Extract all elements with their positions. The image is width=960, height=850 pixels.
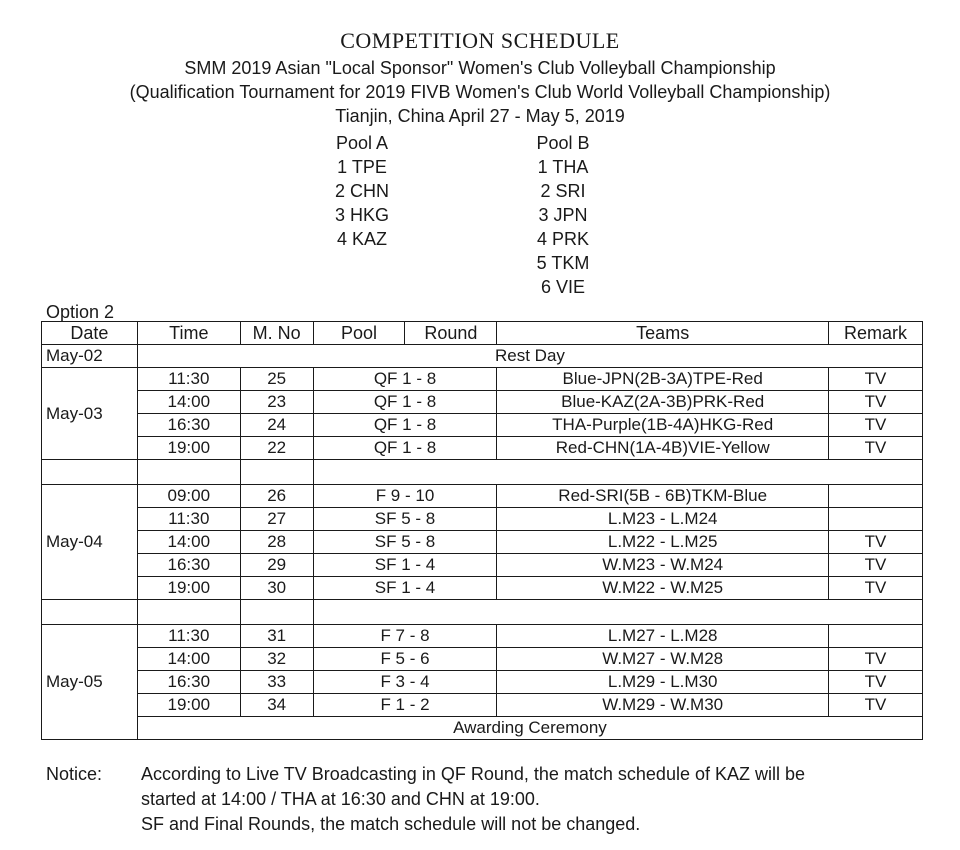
round-cell: SF 1 - 4 <box>313 554 497 577</box>
table-row <box>42 508 923 531</box>
pool-b-team: 6 VIE <box>540 277 586 297</box>
time-cell: 14:00 <box>137 648 240 671</box>
event-location-dates: Tianjin, China April 27 - May 5, 2019 <box>335 106 625 126</box>
remark-cell: TV <box>829 671 923 694</box>
notice-line: According to Live TV Broadcasting in QF Round, the match schedule of KAZ will be <box>141 764 806 784</box>
remark-cell: TV <box>829 554 923 577</box>
remark-cell: TV <box>829 531 923 554</box>
time-cell: 11:30 <box>137 508 240 531</box>
pool-a-list <box>302 131 422 251</box>
pool-b-team: 4 PRK <box>536 229 590 249</box>
remark-cell: TV <box>829 577 923 600</box>
round-cell: QF 1 - 8 <box>313 437 497 460</box>
teams-cell: L.M29 - L.M30 <box>497 671 829 694</box>
table-row <box>42 531 923 554</box>
table-row <box>42 485 923 508</box>
match-no-cell: 33 <box>240 671 313 694</box>
table-row <box>42 368 923 391</box>
pool-b-team: 3 JPN <box>538 205 588 225</box>
pool-a-heading: Pool A <box>335 133 389 153</box>
table-row <box>42 671 923 694</box>
teams-cell: Red-CHN(1A-4B)VIE-Yellow <box>497 437 829 460</box>
remark-cell: TV <box>829 368 923 391</box>
teams-cell: L.M27 - L.M28 <box>497 625 829 648</box>
spacer-cell <box>313 460 922 485</box>
time-cell: 19:00 <box>137 437 240 460</box>
match-no-cell: 22 <box>240 437 313 460</box>
pool-b-list <box>503 131 623 299</box>
time-cell: 16:30 <box>137 671 240 694</box>
match-no-cell: 31 <box>240 625 313 648</box>
time-cell: 19:00 <box>137 694 240 717</box>
notice-line: SF and Final Rounds, the match schedule will not be changed. <box>141 814 641 834</box>
spacer-cell <box>240 460 313 485</box>
date-cell: May-02 <box>42 345 138 368</box>
round-cell: F 3 - 4 <box>313 671 497 694</box>
match-no-cell: 27 <box>240 508 313 531</box>
round-cell: F 7 - 8 <box>313 625 497 648</box>
match-no-cell: 29 <box>240 554 313 577</box>
rest-day-label: Rest Day <box>137 345 922 368</box>
col-header-match-no: M. No <box>240 322 313 345</box>
teams-cell: W.M22 - W.M25 <box>497 577 829 600</box>
remark-cell <box>829 485 923 508</box>
table-row <box>42 437 923 460</box>
pool-a-team: 1 TPE <box>337 157 387 177</box>
teams-cell: W.M29 - W.M30 <box>497 694 829 717</box>
match-no-cell: 26 <box>240 485 313 508</box>
match-no-cell: 30 <box>240 577 313 600</box>
col-header-round: Round <box>405 322 497 345</box>
spacer-cell <box>313 600 922 625</box>
round-cell: QF 1 - 8 <box>313 368 497 391</box>
date-cell: May-03 <box>42 368 138 460</box>
match-no-cell: 28 <box>240 531 313 554</box>
pool-b-team: 2 SRI <box>540 181 586 201</box>
match-no-cell: 23 <box>240 391 313 414</box>
col-header-time: Time <box>137 322 240 345</box>
document-title: COMPETITION SCHEDULE <box>340 28 620 53</box>
remark-cell: TV <box>829 391 923 414</box>
spacer-cell <box>240 600 313 625</box>
pool-a-team: 4 KAZ <box>336 229 388 249</box>
time-cell: 14:00 <box>137 531 240 554</box>
teams-cell: L.M22 - L.M25 <box>497 531 829 554</box>
table-header-row <box>42 322 923 345</box>
col-header-pool: Pool <box>313 322 405 345</box>
table-row <box>42 577 923 600</box>
match-no-cell: 34 <box>240 694 313 717</box>
round-cell: SF 5 - 8 <box>313 508 497 531</box>
table-row <box>42 554 923 577</box>
remark-cell: TV <box>829 437 923 460</box>
round-cell: F 1 - 2 <box>313 694 497 717</box>
date-cell: May-04 <box>42 485 138 600</box>
teams-cell: Red-SRI(5B - 6B)TKM-Blue <box>497 485 829 508</box>
round-cell: QF 1 - 8 <box>313 414 497 437</box>
spacer-cell <box>137 460 240 485</box>
option-label: Option 2 <box>46 302 115 322</box>
round-cell: SF 1 - 4 <box>313 577 497 600</box>
table-row <box>42 648 923 671</box>
awarding-ceremony: Awarding Ceremony <box>137 717 922 740</box>
round-cell: F 9 - 10 <box>313 485 497 508</box>
col-header-teams: Teams <box>497 322 829 345</box>
remark-cell <box>829 508 923 531</box>
teams-cell: W.M27 - W.M28 <box>497 648 829 671</box>
event-name: SMM 2019 Asian "Local Sponsor" Women's Club Volleyball Championship <box>184 58 776 78</box>
remark-cell <box>829 625 923 648</box>
round-cell: SF 5 - 8 <box>313 531 497 554</box>
time-cell: 09:00 <box>137 485 240 508</box>
teams-cell: L.M23 - L.M24 <box>497 508 829 531</box>
pool-b-team: 1 THA <box>537 157 589 177</box>
spacer-row <box>42 600 923 625</box>
spacer-cell <box>42 460 138 485</box>
remark-cell: TV <box>829 648 923 671</box>
spacer-cell <box>42 600 138 625</box>
col-header-date: Date <box>42 322 138 345</box>
teams-cell: Blue-KAZ(2A-3B)PRK-Red <box>497 391 829 414</box>
teams-cell: THA-Purple(1B-4A)HKG-Red <box>497 414 829 437</box>
pool-b-team: 5 TKM <box>536 253 590 273</box>
remark-cell: TV <box>829 414 923 437</box>
time-cell: 14:00 <box>137 391 240 414</box>
time-cell: 19:00 <box>137 577 240 600</box>
round-cell: F 5 - 6 <box>313 648 497 671</box>
notice-line: started at 14:00 / THA at 16:30 and CHN at 19:00. <box>141 789 540 809</box>
table-row <box>42 694 923 717</box>
round-cell: QF 1 - 8 <box>313 391 497 414</box>
event-subtitle: (Qualification Tournament for 2019 FIVB Women's Club World Volleyball Championship) <box>129 82 831 102</box>
pool-b-heading: Pool B <box>536 133 590 153</box>
schedule-table <box>41 321 923 740</box>
time-cell: 16:30 <box>137 414 240 437</box>
teams-cell: Blue-JPN(2B-3A)TPE-Red <box>497 368 829 391</box>
match-no-cell: 25 <box>240 368 313 391</box>
table-row <box>42 391 923 414</box>
col-header-remark: Remark <box>829 322 923 345</box>
pool-a-team: 3 HKG <box>334 205 390 225</box>
spacer-cell <box>137 600 240 625</box>
time-cell: 11:30 <box>137 368 240 391</box>
date-cell: May-05 <box>42 625 138 740</box>
pool-a-team: 2 CHN <box>334 181 389 201</box>
spacer-row <box>42 460 923 485</box>
time-cell: 11:30 <box>137 625 240 648</box>
table-row <box>42 625 923 648</box>
teams-cell: W.M23 - W.M24 <box>497 554 829 577</box>
notice-label: Notice: <box>46 764 103 784</box>
remark-cell: TV <box>829 694 923 717</box>
rest-day-row <box>42 345 923 368</box>
match-no-cell: 32 <box>240 648 313 671</box>
table-row <box>42 414 923 437</box>
awarding-row <box>42 717 923 740</box>
match-no-cell: 24 <box>240 414 313 437</box>
time-cell: 16:30 <box>137 554 240 577</box>
